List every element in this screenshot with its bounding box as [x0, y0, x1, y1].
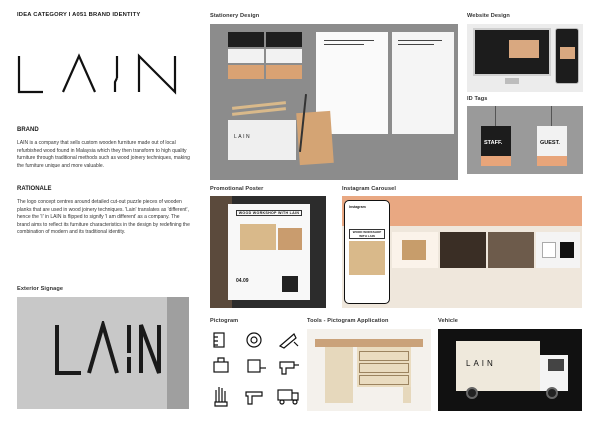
poster-headline: WOOD WORKSHOP WITH LAIN: [236, 210, 302, 216]
rationale-text: The logo concept centres around detailed cut-out puzzle pieces of wooden planks that are used in wood joinery techniques. 'Lain' translates as 'different', hence the 'I' in LAIN is flipped to signify 'I am different' as a company. The brand aims to reflect its furniture characteristics in the design by redefining the combination of modern and its traditional identity.: [17, 199, 190, 236]
poster: [228, 204, 310, 300]
signage-label: Exterior Signage: [17, 286, 64, 292]
brand-heading: BRAND: [17, 127, 39, 133]
id-tags-label: ID Tags: [467, 96, 488, 102]
business-card-wood: [266, 65, 302, 79]
truck-wheel: [546, 387, 558, 399]
vehicle-label: Vehicle: [438, 318, 458, 324]
staff-id-tag: STAFF.: [481, 126, 511, 166]
carousel-slide: [536, 232, 580, 268]
truck-box: [456, 341, 540, 391]
guest-id-tag: GUEST.: [537, 126, 567, 166]
carousel-slide: [488, 232, 534, 268]
ruler-icon: [214, 333, 224, 347]
idea-category-header: IDEA CATEGORY I A051 BRAND IDENTITY: [17, 12, 141, 18]
stationery-panel: [210, 24, 458, 180]
envelope: [228, 120, 296, 160]
truck-logo: LAIN: [466, 359, 496, 368]
handsaw-icon: [280, 334, 298, 348]
carousel-slide: [392, 232, 438, 268]
tape-roll-icon: [247, 333, 261, 347]
envelope-logo: LAIN: [234, 134, 252, 140]
website-hero-image: [509, 40, 539, 58]
business-card-dark: [228, 32, 264, 47]
carousel-slide: [440, 232, 486, 268]
truck-wheel: [466, 387, 478, 399]
truck-cab: [540, 355, 568, 391]
pictogram-grid: [210, 330, 304, 412]
rationale-heading: RATIONALE: [17, 186, 52, 192]
brand-text: LAIN is a company that sells custom wooden furniture made out of local refurbished wood found in Malaysia which they then transform to high quality furniture through traditional methods such as wood joinery techniques, making the furniture unique and more valuable.: [17, 140, 190, 169]
workbench-leg: [325, 347, 353, 403]
poster-price: 04.09: [236, 278, 249, 284]
stationery-label: Stationery Design: [210, 13, 260, 19]
website-panel: [467, 24, 583, 92]
business-card-wood: [228, 65, 264, 79]
carousel-post-headline: WOOD WORKSHOP WITH LAIN: [349, 229, 385, 239]
business-card-white: [266, 49, 302, 63]
business-card-dark: [266, 32, 302, 47]
id-tags-panel: [467, 106, 583, 174]
poster-furniture-image: [278, 228, 302, 250]
drill-icon: [280, 362, 299, 374]
website-label: Website Design: [467, 13, 510, 19]
phone-mockup: [555, 28, 579, 84]
poster-label: Promotional Poster: [210, 186, 264, 192]
tools-label: Tools - Pictogram Application: [307, 318, 389, 324]
letterhead: [392, 32, 454, 134]
pictogram-label: Pictogram: [210, 318, 239, 324]
lain-logo: [17, 52, 181, 96]
monitor-stand: [505, 78, 519, 84]
carousel-label: Instagram Carousel: [342, 186, 397, 192]
workbench-drawers: [357, 347, 411, 387]
poster-qr-code: [282, 276, 298, 292]
desktop-monitor: [473, 28, 551, 76]
signage-logo: [53, 321, 163, 381]
delivery-truck-icon: [278, 390, 298, 404]
nail-gun-icon: [246, 392, 262, 404]
sander-icon: [214, 358, 228, 372]
tools-panel: [307, 329, 431, 411]
phone-mockup: [344, 200, 390, 304]
instagram-app-name: Instagram: [349, 205, 366, 209]
carousel-panel: [342, 196, 582, 308]
tape-measure-icon: [248, 360, 266, 372]
carousel-post-image: [349, 241, 385, 275]
glove-icon: [215, 387, 227, 406]
workbench-top: [315, 339, 423, 347]
signage-panel: [17, 297, 189, 409]
business-card-white: [228, 49, 264, 63]
workbench-leg: [403, 387, 411, 403]
vehicle-panel: [438, 329, 582, 411]
poster-furniture-image: [240, 224, 276, 250]
poster-panel: [210, 196, 326, 308]
